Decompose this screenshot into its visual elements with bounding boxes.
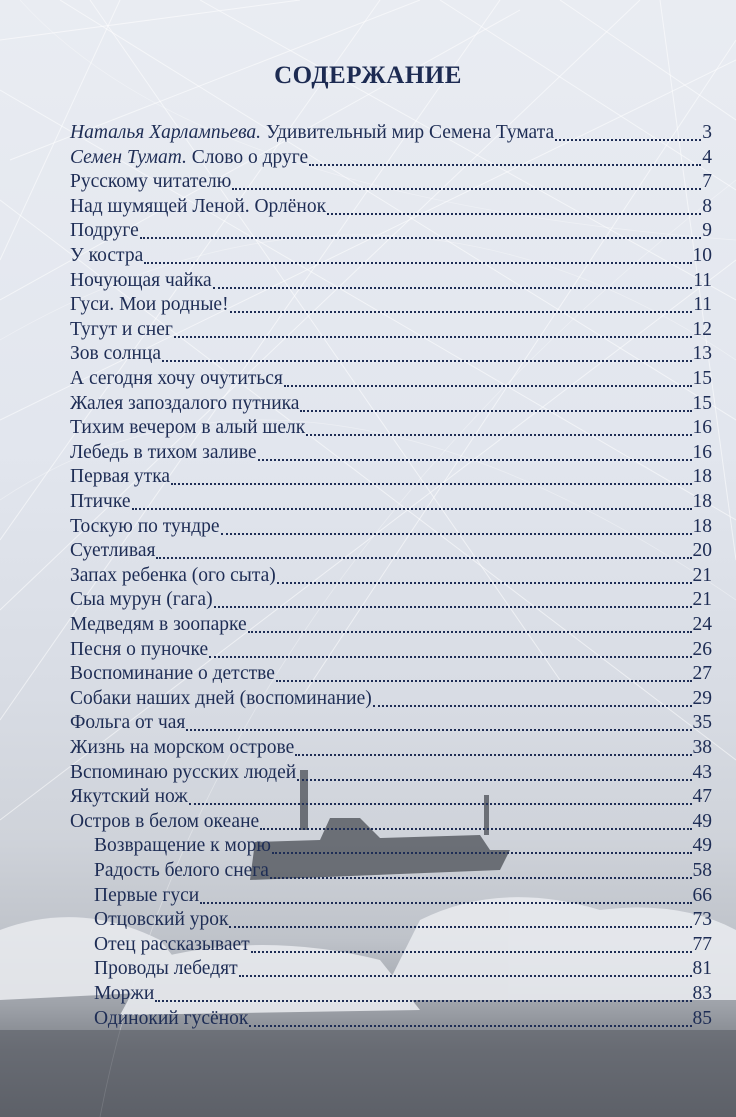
toc-entry[interactable] [70,516,712,540]
toc-entry-title [70,171,231,193]
toc-page-number: 38 [692,737,712,758]
toc-entry-title [70,294,229,316]
toc-entry-text: Тихим вечером в алый шелк [70,417,306,439]
toc-page-number: 83 [692,983,712,1004]
toc-page-number: 3 [702,122,712,143]
dot-leader [555,139,701,141]
toc-page-number: 49 [692,835,712,857]
toc-page-number: 21 [692,564,712,586]
toc-entry-text: Вспоминаю русских людей [70,761,297,783]
toc-entry-title [70,466,170,488]
toc-entry-title [70,196,326,218]
toc-entry-author: Наталья Харлампьева. [70,122,262,143]
toc-entry-text: Подруге [70,220,139,242]
toc-page-number: 77 [692,933,712,955]
toc-entry[interactable] [70,762,712,786]
dot-leader [230,311,693,313]
toc-page-number: 8 [702,195,712,217]
toc-page-number: 24 [692,614,712,635]
toc-page-number: 11 [693,294,712,316]
toc-entry-text: Тоскую по тундре [70,515,220,537]
toc-entry-title [94,860,269,882]
dot-leader [155,1000,691,1002]
toc-entry-text: Удивительный мир Семена Тумата [261,122,555,143]
dot-leader [309,164,701,166]
toc-page-number: 9 [702,220,712,242]
dot-leader [209,656,691,658]
toc-entry-title [70,122,554,144]
toc-entry-text: Русскому читателю [70,171,232,193]
toc-entry[interactable] [70,343,712,367]
toc-entry-title [70,565,276,587]
toc-page-number: 26 [692,638,712,660]
toc-entry[interactable] [70,319,712,343]
toc-entry-title [94,1008,248,1030]
toc-entry[interactable] [70,565,712,589]
toc-entry[interactable] [70,712,712,736]
toc-entry-title [94,909,228,931]
toc-entry-title [70,712,185,734]
toc-page-number: 12 [692,318,712,340]
dot-leader [297,779,691,781]
dot-leader [277,582,692,584]
toc-entry-title [70,491,131,513]
toc-entry-text: Медведям в зоопарке [70,614,247,635]
toc-entry-title [70,811,259,833]
toc-entry-text: Слово о друге [186,146,309,168]
toc-subentry[interactable] [94,958,712,982]
toc-subentry[interactable] [94,860,712,884]
toc-entry-text: Лебедь в тихом заливе [70,441,257,463]
dot-leader [249,1025,691,1027]
toc-entry-title [94,958,238,980]
toc-entry[interactable] [70,196,712,220]
toc-subentry[interactable] [94,983,712,1007]
dot-leader [132,508,692,510]
toc-entry[interactable] [70,540,712,564]
toc-page-number: 29 [692,687,712,709]
toc-entry[interactable] [70,663,712,687]
toc-entry-text: Отец рассказывает [94,933,250,955]
page-title: СОДЕРЖАНИЕ [274,62,462,89]
toc-entry-title [70,220,139,242]
dot-leader [327,213,701,215]
toc-page-number: 11 [693,269,712,291]
toc-subentry[interactable] [94,835,712,859]
toc-page-number: 15 [692,368,712,389]
toc-entry[interactable] [70,417,712,441]
dot-leader [272,852,692,854]
toc-entry[interactable] [70,589,712,613]
toc-subentry[interactable] [94,934,712,958]
dot-leader [295,754,691,756]
toc-entry-title [70,614,247,636]
toc-entry[interactable] [70,786,712,810]
dot-leader [276,680,692,682]
dot-leader [260,828,691,830]
toc-entry-text: Возвращение к морю [94,835,271,857]
toc-entry-text: Жалея запоздалого путника [70,392,300,414]
toc-entry-text: Тугут и снег [70,318,173,340]
toc-entry[interactable] [70,393,712,417]
toc-entry[interactable] [70,294,712,318]
toc-entry-text: Птичке [70,491,131,512]
dot-leader [186,729,691,731]
toc-entry[interactable] [70,688,712,712]
toc-entry-title [94,934,250,956]
toc-entry-text: Гуси. Мои родные! [70,294,229,316]
toc-page-number: 13 [692,343,712,365]
dot-leader [171,483,691,485]
toc-entry-text: Радость белого снега [94,860,269,881]
toc-entry[interactable] [70,614,712,638]
toc-subentry[interactable] [94,885,712,909]
toc-page-number: 85 [692,1007,712,1029]
toc-entry-text: Воспоминание о детстве [70,663,275,685]
toc-entry-title [70,762,296,784]
toc-entry-text: А сегодня хочу очутиться [70,368,283,389]
toc-page-number: 18 [692,515,712,537]
toc-page-number: 4 [702,146,712,168]
toc-entry-title [70,393,299,415]
dot-leader [200,902,691,904]
toc-entry-title [70,540,155,562]
toc-entry-text: Сыа мурун (гага) [70,589,213,611]
toc-entry-text: Запах ребенка (ого сыта) [70,564,276,586]
toc-entry[interactable] [70,737,712,761]
toc-entry[interactable] [70,368,712,392]
toc-entry-title [70,417,305,439]
toc-page-number: 21 [692,589,712,611]
dot-leader [373,705,692,707]
dot-leader [213,287,693,289]
toc-page-number: 10 [692,245,712,266]
toc-entry-text: Отцовский урок [94,909,229,931]
dot-leader [162,360,691,362]
toc-entry-title [94,983,154,1005]
dot-leader [144,262,691,264]
toc-entry-title [70,319,173,341]
toc-entry[interactable] [70,122,712,146]
dot-leader [258,459,692,461]
toc-page-number: 81 [692,958,712,980]
toc-page-number: 73 [692,909,712,931]
toc-page-number: 43 [692,761,712,783]
dot-leader [156,557,691,559]
toc-entry-title [94,835,271,857]
dot-leader [251,951,692,953]
dot-leader [239,975,692,977]
toc-entry-text: Суетливая [70,540,156,562]
dot-leader [214,606,692,608]
toc-entry-text: Над шумящей Леной. Орлёнок [70,195,327,217]
toc-entry[interactable] [70,466,712,490]
toc-entry[interactable] [70,245,712,269]
dot-leader [174,336,692,338]
toc-entry-text: Первая утка [70,466,171,488]
toc-page-number: 49 [692,810,712,832]
toc-entry-title [70,589,213,611]
dot-leader [232,188,701,190]
toc-entry-title [70,663,275,685]
toc-entry[interactable] [70,639,712,663]
toc-page-number: 18 [692,466,712,488]
toc-entry-title [70,343,161,365]
toc-entry-title [94,885,199,907]
toc-entry-text: Якутский нож [70,786,188,808]
toc-entry-text: Зов солнца [70,343,162,365]
toc-page-number: 27 [692,663,712,685]
toc-entry-text: Одинокий гусёнок [94,1007,249,1029]
dot-leader [221,533,692,535]
dot-leader [140,237,701,239]
toc-page-number: 16 [692,441,712,463]
toc-entry-title [70,245,143,267]
toc-entry-text: Песня о пуночке [70,638,209,660]
toc-entry-title [70,688,372,710]
toc-entry-title [70,639,208,661]
dot-leader [248,631,692,633]
dot-leader [270,877,692,879]
toc-entry-text: Жизнь на морском острове [70,737,295,758]
dot-leader [229,926,691,928]
dot-leader [189,803,692,805]
dot-leader [300,410,691,412]
toc-entry[interactable] [70,491,712,515]
toc-entry[interactable] [70,811,712,835]
toc-entry-title [70,270,212,292]
toc-entry[interactable] [70,171,712,195]
toc-page-number: 66 [692,884,712,906]
toc-entry-title [70,368,283,390]
dot-leader [284,385,692,387]
toc-entry-title [70,147,308,169]
toc-subentry[interactable] [94,909,712,933]
toc-entry-title [70,786,188,808]
toc-entry-text: Остров в белом океане [70,810,260,832]
toc-entry-text: У костра [70,245,144,266]
toc-page-number: 35 [692,712,712,734]
toc-page-number: 20 [692,540,712,562]
toc-subentry[interactable] [94,1008,712,1032]
toc-page-number: 7 [702,171,712,193]
toc-entry-title [70,442,257,464]
toc-page-number: 58 [692,860,712,881]
toc-entry[interactable] [70,270,712,294]
toc-entry-text: Проводы лебедят [94,958,238,980]
toc-entry-title [70,516,220,538]
toc-entry-title [70,737,294,759]
toc-page-number: 15 [692,392,712,414]
toc-entry-text: Собаки наших дней (воспоминание) [70,687,372,709]
toc-page-number: 16 [692,417,712,439]
toc-entry[interactable] [70,442,712,466]
toc-page-number: 47 [692,786,712,808]
toc-entry-text: Ночующая чайка [70,269,212,291]
toc-entry-text: Первые гуси [94,884,200,906]
toc-entry-author: Семен Тумат. [70,146,187,168]
toc-entry-text: Фольга от чая [70,712,186,734]
toc-entry[interactable] [70,147,712,171]
toc-entry-text: Моржи [94,983,155,1004]
dot-leader [306,434,691,436]
toc-page-number: 18 [692,491,712,512]
toc-entry[interactable] [70,220,712,244]
